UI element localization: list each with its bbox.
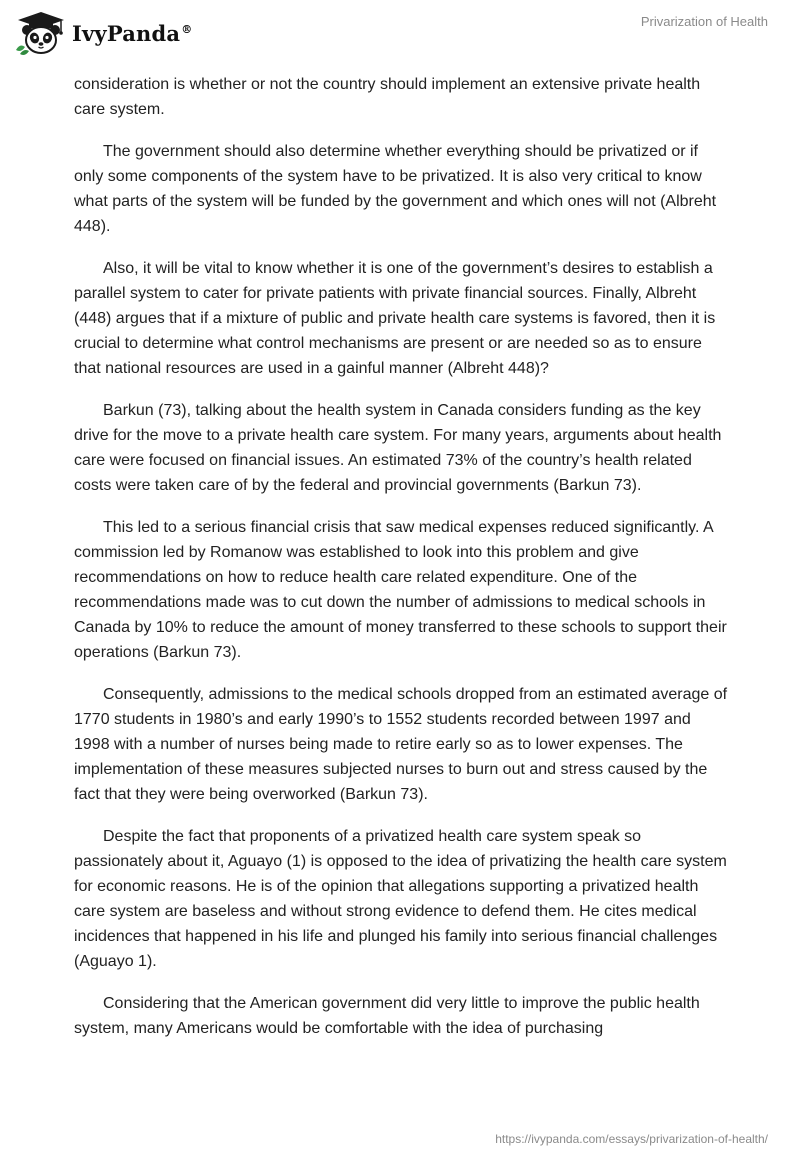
source-url[interactable]: https://ivypanda.com/essays/privarization-of-health/	[495, 1132, 768, 1146]
logo-wordmark: IvyPanda®	[72, 20, 193, 46]
paragraph: Also, it will be vital to know whether it is one of the government’s desires to establish a parallel system to cater for private patients with private financial sources. Finally, Albreht (448) argues that if a mixture of public and private health care systems is favored, then it is crucial to determine what control mechanisms are present or are needed so as to ensure that national resources are used in a gainful manner (Albreht 448)?	[74, 260, 716, 377]
paragraph: Consequently, admissions to the medical schools dropped from an estimated average of 1770 students in 1980’s and early 1990’s to 1552 students recorded between 1997 and 1998 with a number of nurses being made to retire early so as to lower expenses. The implementation of these measures subjected nurses to burn out and stress caused by the fact that they were being overworked (Barkun 73).	[74, 686, 728, 803]
ivypanda-logo[interactable]	[14, 10, 192, 56]
page-header	[0, 0, 800, 70]
paragraph: Considering that the American government did very little to improve the public health system, many Americans would be comfortable with the idea of purchasing	[74, 995, 700, 1037]
panda-graduation-cap-icon	[14, 10, 68, 56]
essay-body	[74, 72, 730, 1058]
paragraph: The government should also determine whether everything should be privatized or if only some components of the system have to be privatized. It is also very critical to know what parts of the system will be funded by the government and which ones will not (Albreht 448).	[74, 143, 717, 235]
registered-mark: ®	[181, 22, 193, 36]
document-title: Privarization of Health	[640, 14, 768, 29]
paragraph: consideration is whether or not the country should implement an extensive private health care system.	[74, 76, 701, 118]
paragraph: Barkun (73), talking about the health system in Canada considers funding as the key drive for the move to a private health care system. For many years, arguments about health care were focused on financial issues. An estimated 73% of the country’s health related costs were taken care of by the federal and provincial governments (Barkun 73).	[74, 402, 722, 494]
paragraph: This led to a serious financial crisis that saw medical expenses reduced significantly. A commission led by Romanow was established to look into this problem and give recommendations on how to reduce health care related expenditure. One of the recommendations made was to cut down the number of admissions to medical schools in Canada by 10% to reduce the amount of money transferred to these schools to support their operations (Barkun 73).	[74, 519, 727, 661]
paragraph: Despite the fact that proponents of a privatized health care system speak so passionately about it, Aguayo (1) is opposed to the idea of privatizing the health care system for economic reasons. He is of the opinion that allegations supporting a privatized health care system are baseless and without strong evidence to defend them. He cites medical incidences that happened in his life and plunged his family into serious financial challenges (Aguayo 1).	[74, 828, 727, 970]
